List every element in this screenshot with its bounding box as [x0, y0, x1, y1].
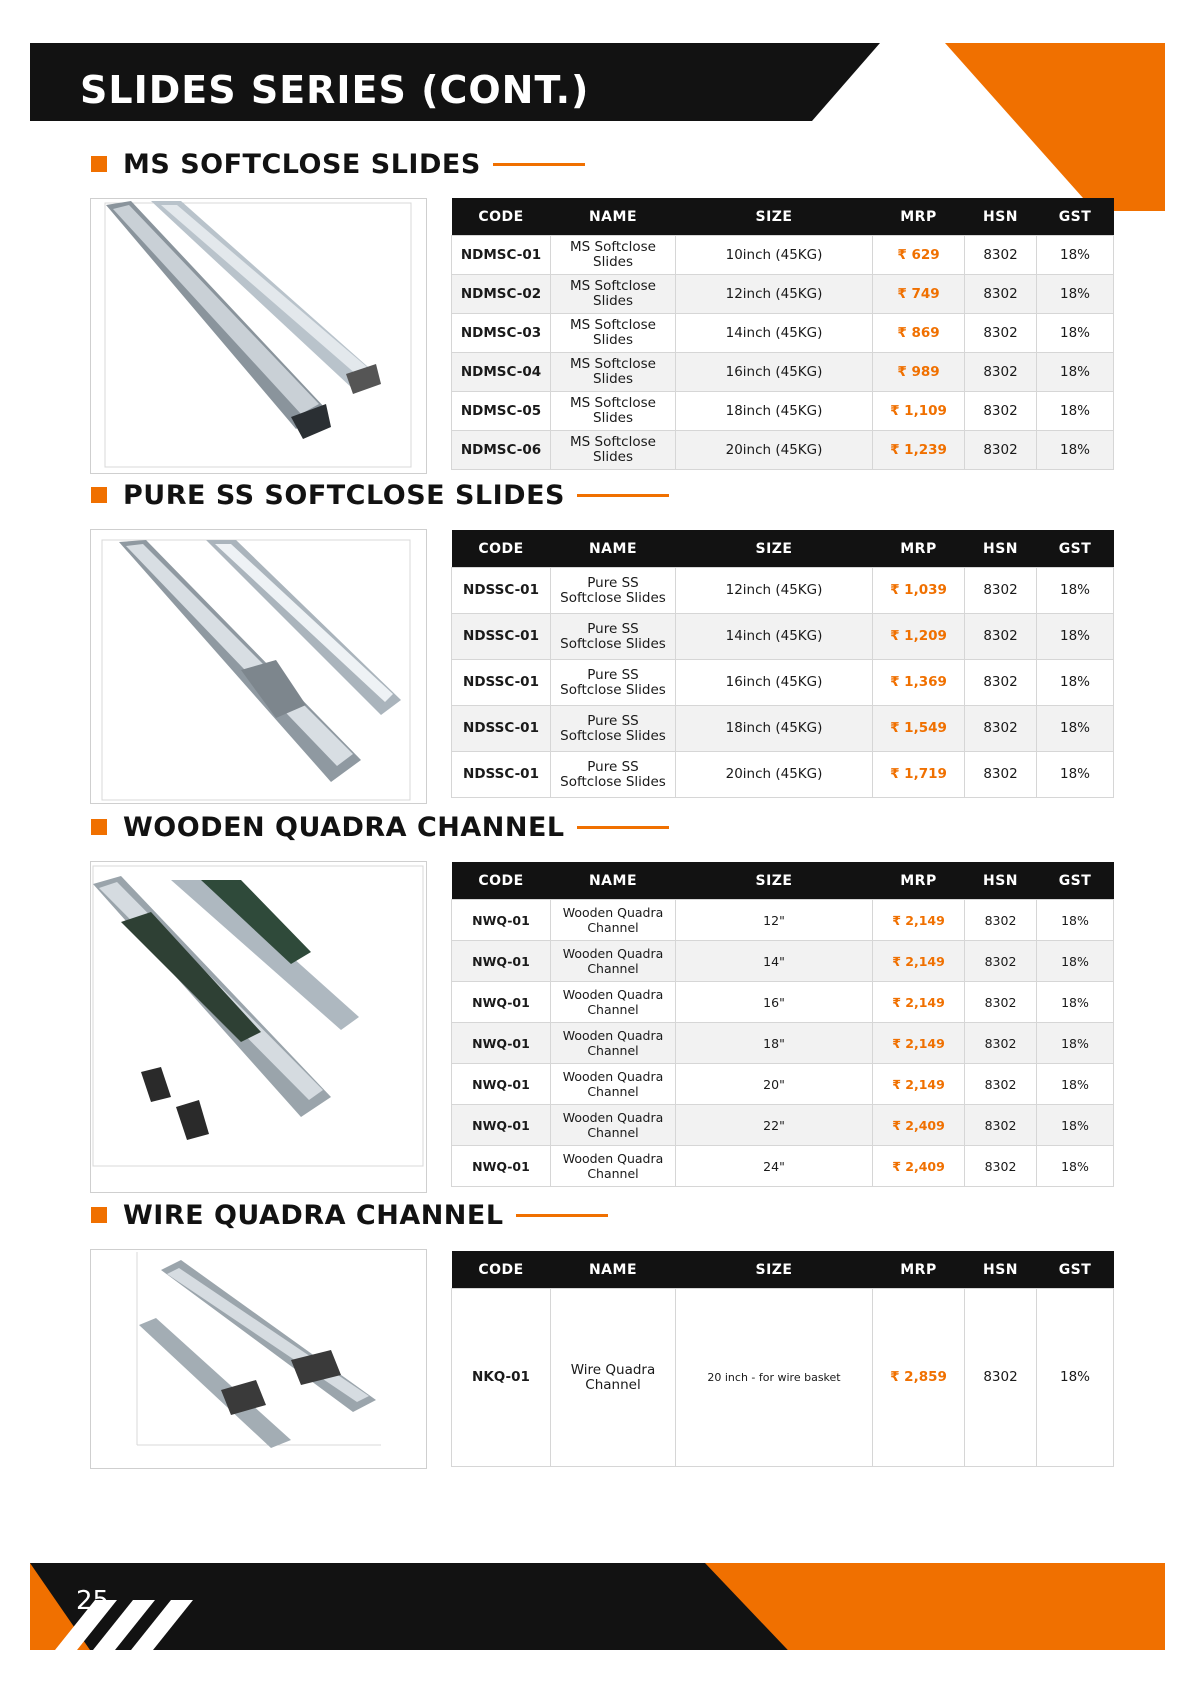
cell-mrp: ₹ 2,409 [873, 1146, 965, 1187]
cell-size: 16" [676, 982, 873, 1023]
column-header: NAME [551, 1251, 676, 1289]
price-table-wooden-quadra [451, 862, 1114, 1187]
cell-hsn: 8302 [965, 431, 1037, 470]
section-bullet-icon [91, 156, 107, 172]
cell-size: 18inch (45KG) [676, 392, 873, 431]
cell-gst: 18% [1037, 982, 1114, 1023]
cell-mrp: ₹ 2,149 [873, 941, 965, 982]
cell-hsn: 8302 [965, 706, 1037, 752]
column-header: CODE [452, 1251, 551, 1289]
slide-rail-illustration [91, 862, 426, 1192]
cell-size: 14inch (45KG) [676, 614, 873, 660]
cell-gst: 18% [1037, 236, 1114, 275]
cell-name: MS Softclose Slides [551, 314, 676, 353]
cell-mrp: ₹ 1,369 [873, 660, 965, 706]
cell-hsn: 8302 [965, 568, 1037, 614]
cell-code: NDSSC-01 [452, 660, 551, 706]
cell-code: NDMSC-03 [452, 314, 551, 353]
section-title: WIRE QUADRA CHANNEL [123, 1199, 504, 1231]
column-header: GST [1037, 198, 1114, 236]
section-title: WOODEN QUADRA CHANNEL [123, 811, 565, 843]
cell-name: Wooden Quadra Channel [551, 1146, 676, 1187]
cell-mrp: ₹ 2,149 [873, 900, 965, 941]
column-header: NAME [551, 862, 676, 900]
table-header-row [452, 862, 1114, 900]
section-heading-wooden-quadra [91, 810, 669, 844]
section-underline [577, 494, 669, 497]
column-header: SIZE [676, 198, 873, 236]
cell-hsn: 8302 [965, 1289, 1037, 1467]
cell-code: NDMSC-06 [452, 431, 551, 470]
cell-code: NDMSC-01 [452, 236, 551, 275]
cell-name: MS Softclose Slides [551, 275, 676, 314]
cell-size: 20inch (45KG) [676, 752, 873, 798]
cell-mrp: ₹ 989 [873, 353, 965, 392]
cell-size: 16inch (45KG) [676, 353, 873, 392]
cell-size: 22" [676, 1105, 873, 1146]
table-row [452, 900, 1114, 941]
cell-hsn: 8302 [965, 392, 1037, 431]
column-header: MRP [873, 198, 965, 236]
table-row [452, 1146, 1114, 1187]
cell-code: NKQ-01 [452, 1289, 551, 1467]
cell-gst: 18% [1037, 900, 1114, 941]
cell-hsn: 8302 [965, 314, 1037, 353]
table-row [452, 1105, 1114, 1146]
cell-gst: 18% [1037, 706, 1114, 752]
cell-size: 12" [676, 900, 873, 941]
column-header: CODE [452, 198, 551, 236]
cell-mrp: ₹ 869 [873, 314, 965, 353]
cell-code: NDSSC-01 [452, 568, 551, 614]
cell-hsn: 8302 [965, 752, 1037, 798]
cell-code: NDSSC-01 [452, 614, 551, 660]
cell-name: Pure SS Softclose Slides [551, 706, 676, 752]
column-header: NAME [551, 530, 676, 568]
column-header: HSN [965, 862, 1037, 900]
cell-mrp: ₹ 2,149 [873, 1023, 965, 1064]
cell-name: Wire Quadra Channel [551, 1289, 676, 1467]
section-underline [493, 163, 585, 166]
table-header-row [452, 1251, 1114, 1289]
cell-name: Wooden Quadra Channel [551, 1105, 676, 1146]
section-underline [516, 1214, 608, 1217]
cell-mrp: ₹ 1,209 [873, 614, 965, 660]
cell-gst: 18% [1037, 1064, 1114, 1105]
cell-size: 20 inch - for wire basket [676, 1289, 873, 1467]
column-header: SIZE [676, 530, 873, 568]
cell-hsn: 8302 [965, 353, 1037, 392]
cell-name: MS Softclose Slides [551, 431, 676, 470]
cell-name: MS Softclose Slides [551, 392, 676, 431]
table-row [452, 392, 1114, 431]
cell-hsn: 8302 [965, 1105, 1037, 1146]
table-row [452, 275, 1114, 314]
table-row [452, 431, 1114, 470]
section-underline [577, 826, 669, 829]
table-row [452, 660, 1114, 706]
cell-hsn: 8302 [965, 236, 1037, 275]
cell-hsn: 8302 [965, 1146, 1037, 1187]
cell-name: Pure SS Softclose Slides [551, 752, 676, 798]
table-row [452, 941, 1114, 982]
cell-code: NDSSC-01 [452, 706, 551, 752]
column-header: MRP [873, 1251, 965, 1289]
cell-size: 24" [676, 1146, 873, 1187]
page-title: SLIDES SERIES (CONT.) [80, 68, 590, 112]
column-header: GST [1037, 862, 1114, 900]
cell-hsn: 8302 [965, 275, 1037, 314]
cell-code: NWQ-01 [452, 1064, 551, 1105]
slide-rail-illustration [91, 1250, 426, 1468]
price-table-wire-quadra [451, 1251, 1114, 1467]
cell-mrp: ₹ 629 [873, 236, 965, 275]
cell-size: 12inch (45KG) [676, 275, 873, 314]
cell-gst: 18% [1037, 392, 1114, 431]
column-header: HSN [965, 1251, 1037, 1289]
cell-mrp: ₹ 2,149 [873, 1064, 965, 1105]
table-row [452, 1064, 1114, 1105]
price-table-pure-ss [451, 530, 1114, 798]
cell-size: 10inch (45KG) [676, 236, 873, 275]
page-number: 25 [76, 1586, 110, 1616]
product-image-ms-softclose [90, 198, 427, 474]
cell-name: MS Softclose Slides [551, 353, 676, 392]
cell-size: 14inch (45KG) [676, 314, 873, 353]
table-row [452, 614, 1114, 660]
product-image-wooden-quadra [90, 861, 427, 1193]
table-row [452, 1289, 1114, 1467]
column-header: MRP [873, 862, 965, 900]
column-header: GST [1037, 1251, 1114, 1289]
cell-mrp: ₹ 749 [873, 275, 965, 314]
cell-code: NDMSC-04 [452, 353, 551, 392]
table-row [452, 236, 1114, 275]
column-header: CODE [452, 862, 551, 900]
price-table-ms-softclose [451, 198, 1114, 470]
cell-size: 12inch (45KG) [676, 568, 873, 614]
cell-name: MS Softclose Slides [551, 236, 676, 275]
cell-code: NWQ-01 [452, 1146, 551, 1187]
cell-size: 20inch (45KG) [676, 431, 873, 470]
table-row [452, 314, 1114, 353]
cell-gst: 18% [1037, 660, 1114, 706]
slide-rail-illustration [91, 530, 426, 803]
cell-gst: 18% [1037, 752, 1114, 798]
cell-mrp: ₹ 2,409 [873, 1105, 965, 1146]
cell-gst: 18% [1037, 1105, 1114, 1146]
cell-code: NWQ-01 [452, 1105, 551, 1146]
cell-name: Wooden Quadra Channel [551, 1023, 676, 1064]
table-row [452, 706, 1114, 752]
table-row [452, 982, 1114, 1023]
table-header-row [452, 198, 1114, 236]
column-header: CODE [452, 530, 551, 568]
cell-gst: 18% [1037, 314, 1114, 353]
cell-gst: 18% [1037, 275, 1114, 314]
cell-gst: 18% [1037, 568, 1114, 614]
cell-hsn: 8302 [965, 900, 1037, 941]
cell-mrp: ₹ 1,719 [873, 752, 965, 798]
cell-hsn: 8302 [965, 941, 1037, 982]
cell-size: 18inch (45KG) [676, 706, 873, 752]
cell-name: Pure SS Softclose Slides [551, 568, 676, 614]
table-row [452, 568, 1114, 614]
section-heading-pure-ss [91, 478, 669, 512]
cell-size: 16inch (45KG) [676, 660, 873, 706]
section-bullet-icon [91, 487, 107, 503]
cell-gst: 18% [1037, 353, 1114, 392]
section-bullet-icon [91, 819, 107, 835]
cell-size: 20" [676, 1064, 873, 1105]
cell-code: NWQ-01 [452, 1023, 551, 1064]
column-header: MRP [873, 530, 965, 568]
cell-mrp: ₹ 1,039 [873, 568, 965, 614]
cell-hsn: 8302 [965, 982, 1037, 1023]
section-heading-wire-quadra [91, 1198, 608, 1232]
cell-name: Pure SS Softclose Slides [551, 660, 676, 706]
column-header: NAME [551, 198, 676, 236]
column-header: SIZE [676, 1251, 873, 1289]
cell-mrp: ₹ 2,149 [873, 982, 965, 1023]
section-title: PURE SS SOFTCLOSE SLIDES [123, 479, 565, 511]
cell-gst: 18% [1037, 941, 1114, 982]
cell-gst: 18% [1037, 1023, 1114, 1064]
table-row [452, 353, 1114, 392]
cell-name: Wooden Quadra Channel [551, 941, 676, 982]
cell-name: Wooden Quadra Channel [551, 1064, 676, 1105]
column-header: GST [1037, 530, 1114, 568]
cell-code: NWQ-01 [452, 982, 551, 1023]
cell-gst: 18% [1037, 1289, 1114, 1467]
column-header: HSN [965, 530, 1037, 568]
table-header-row [452, 530, 1114, 568]
cell-hsn: 8302 [965, 1023, 1037, 1064]
cell-gst: 18% [1037, 1146, 1114, 1187]
cell-gst: 18% [1037, 614, 1114, 660]
product-image-wire-quadra [90, 1249, 427, 1469]
cell-mrp: ₹ 1,109 [873, 392, 965, 431]
column-header: SIZE [676, 862, 873, 900]
corner-decoration [945, 43, 1165, 211]
section-bullet-icon [91, 1207, 107, 1223]
cell-hsn: 8302 [965, 660, 1037, 706]
product-image-pure-ss [90, 529, 427, 804]
cell-size: 18" [676, 1023, 873, 1064]
cell-code: NWQ-01 [452, 941, 551, 982]
table-row [452, 1023, 1114, 1064]
cell-code: NDSSC-01 [452, 752, 551, 798]
cell-mrp: ₹ 1,549 [873, 706, 965, 752]
section-title: MS SOFTCLOSE SLIDES [123, 148, 481, 180]
cell-name: Wooden Quadra Channel [551, 900, 676, 941]
cell-name: Wooden Quadra Channel [551, 982, 676, 1023]
cell-mrp: ₹ 2,859 [873, 1289, 965, 1467]
cell-hsn: 8302 [965, 614, 1037, 660]
column-header: HSN [965, 198, 1037, 236]
slide-rail-illustration [91, 199, 426, 473]
table-row [452, 752, 1114, 798]
cell-hsn: 8302 [965, 1064, 1037, 1105]
cell-code: NWQ-01 [452, 900, 551, 941]
cell-size: 14" [676, 941, 873, 982]
section-heading-ms-softclose [91, 147, 585, 181]
cell-name: Pure SS Softclose Slides [551, 614, 676, 660]
cell-gst: 18% [1037, 431, 1114, 470]
cell-code: NDMSC-02 [452, 275, 551, 314]
cell-mrp: ₹ 1,239 [873, 431, 965, 470]
cell-code: NDMSC-05 [452, 392, 551, 431]
